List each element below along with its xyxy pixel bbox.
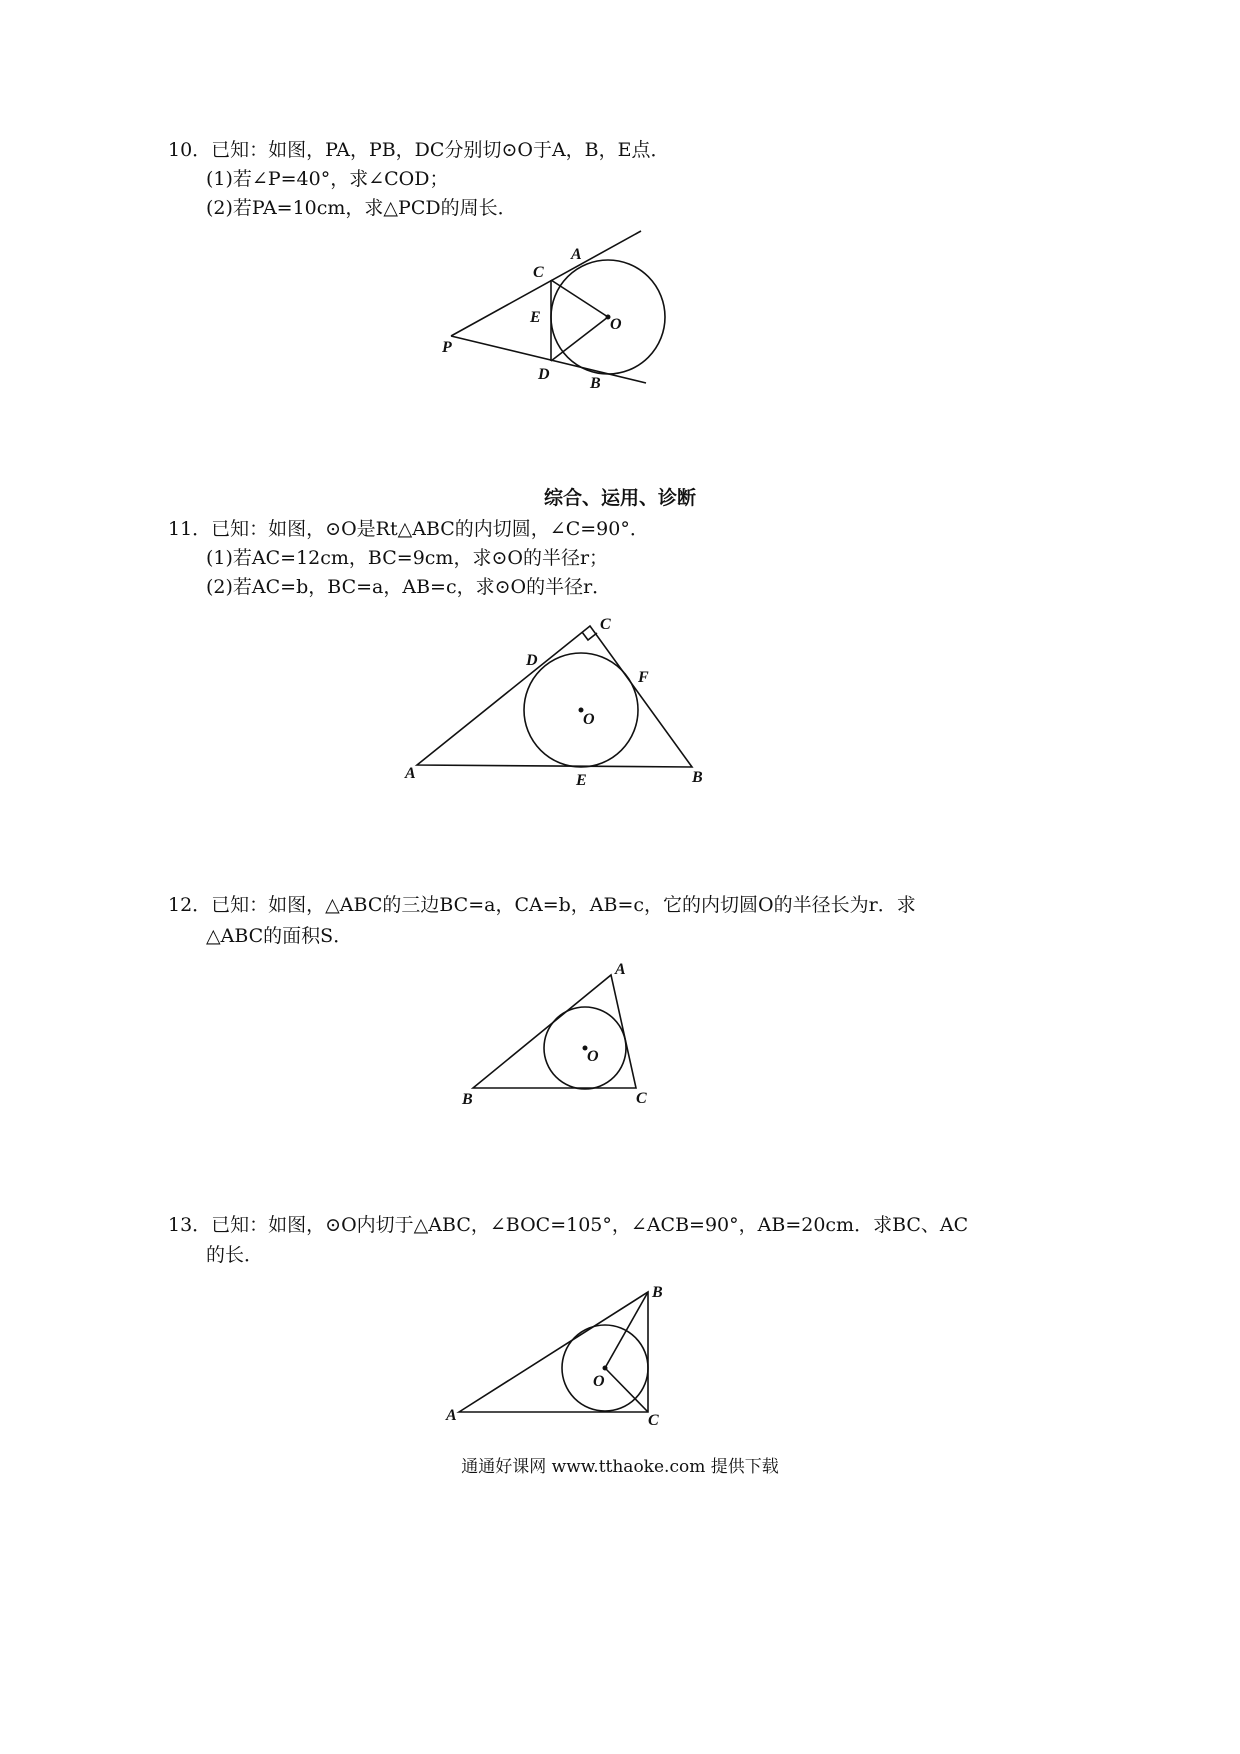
label-b: B <box>462 1091 473 1108</box>
figure-q10 <box>441 231 665 392</box>
triangle-abc <box>459 1292 648 1412</box>
label-a: A <box>405 765 416 782</box>
triangle-abc <box>473 975 636 1088</box>
q10-part1: (1)若∠P=40°，求∠COD； <box>206 168 449 190</box>
center-dot <box>603 1366 608 1371</box>
label-c: C <box>636 1090 647 1107</box>
label-c: C <box>648 1412 659 1429</box>
label-f: F <box>638 669 649 686</box>
label-p: P <box>442 339 452 356</box>
label-o: O <box>610 316 622 333</box>
label-b: B <box>590 375 601 392</box>
q11-part2: (2)若AC=b，BC=a，AB=c，求⊙O的半径r． <box>206 576 612 598</box>
q10-stem: 10．已知：如图，PA，PB，DC分别切⊙O于A，B，E点． <box>168 139 670 161</box>
triangle-abc <box>417 626 692 767</box>
segment-do <box>551 317 608 361</box>
label-b: B <box>692 769 703 786</box>
q11-part1: (1)若AC=12cm，BC=9cm，求⊙O的半径r； <box>206 547 609 569</box>
q12-line2: △ABC的面积S． <box>206 925 353 947</box>
label-e: E <box>530 309 541 326</box>
section-title: 综合、运用、诊断 <box>543 487 696 509</box>
q13-line2: 的长． <box>206 1244 264 1266</box>
footer-credit: 通通好课网 www.tthaoke.com 提供下载 <box>461 1457 779 1477</box>
label-c: C <box>533 264 544 281</box>
q12-line1: 12．已知：如图，△ABC的三边BC=a，CA=b，AB=c，它的内切圆O的半径长为r．求 <box>168 894 916 916</box>
figure-q13 <box>445 1284 663 1429</box>
label-o: O <box>587 1048 599 1065</box>
segment-ob <box>605 1292 648 1368</box>
label-o: O <box>583 711 595 728</box>
q11-stem: 11．已知：如图，⊙O是Rt△ABC的内切圆，∠C=90°． <box>168 518 649 540</box>
label-a: A <box>446 1407 457 1424</box>
q13-line1: 13．已知：如图，⊙O内切于△ABC，∠BOC=105°，∠ACB=90°，AB=20cm．求BC、AC <box>168 1214 969 1236</box>
label-d: D <box>526 652 538 669</box>
label-b: B <box>652 1284 663 1301</box>
label-e: E <box>576 772 587 789</box>
q10-part2: (2)若PA=10cm，求△PCD的周长． <box>206 197 517 219</box>
figure-q11 <box>404 616 703 789</box>
figure-q12 <box>461 961 647 1108</box>
label-a: A <box>571 246 582 263</box>
label-d: D <box>538 366 550 383</box>
label-a: A <box>615 961 626 978</box>
label-c: C <box>600 616 611 633</box>
label-o: O <box>593 1373 605 1390</box>
segment-co <box>551 280 608 317</box>
